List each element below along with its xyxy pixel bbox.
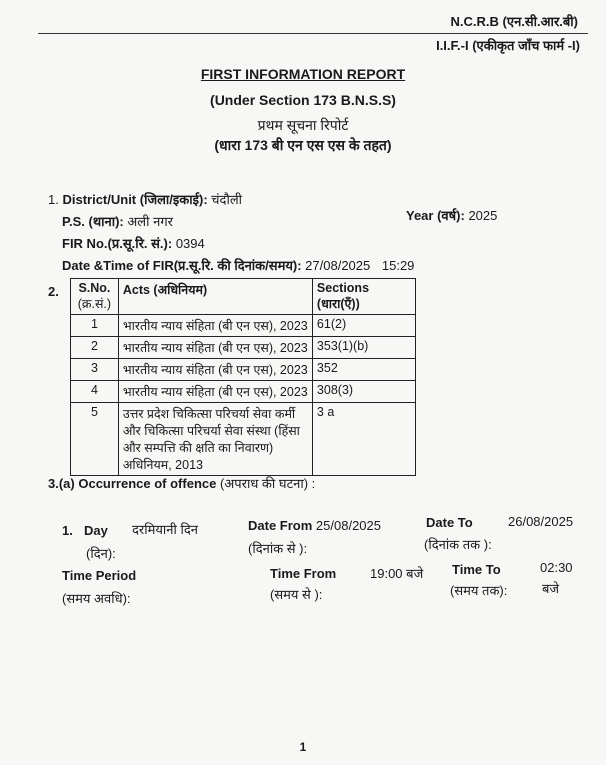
row-act: भारतीय न्याय संहिता (बी एन एस), 2023 — [118, 315, 312, 337]
row-section: 61(2) — [312, 315, 415, 337]
row-section: 3 a — [312, 403, 415, 476]
ps-value: अली नगर — [127, 214, 173, 229]
ncrb-label: N.C.R.B (एन.सी.आर.बी) — [450, 14, 578, 29]
date-from-hindi: (दिनांक से ): — [248, 541, 308, 556]
row-act: भारतीय न्याय संहिता (बी एन एस), 2023 — [118, 337, 312, 359]
col-sections: Sections (धारा(एँ)) — [312, 279, 415, 315]
time-to-unit: बजे — [542, 581, 560, 596]
row-section: 353(1)(b) — [312, 337, 415, 359]
row-act: उत्तर प्रदेश चिकित्सा परिचर्या सेवा कर्मी और चिकित्सा परिचर्या सेवा संस्था (हिंसा और सम्पत्ति की क्षति का निवारण) अधिनियम, 2013 — [118, 403, 312, 476]
year-line — [406, 206, 497, 224]
row-sno: 5 — [71, 403, 119, 476]
row-sno: 4 — [71, 381, 119, 403]
time-period-hindi: (समय अवधि): — [62, 591, 131, 606]
row-act: भारतीय न्याय संहिता (बी एन एस), 2023 — [118, 381, 312, 403]
report-subtitle: (Under Section 173 B.N.S.S) — [210, 92, 396, 108]
date-to-hindi: (दिनांक तक ): — [424, 537, 492, 552]
row-sno: 3 — [71, 359, 119, 381]
page-number: 1 — [299, 740, 307, 754]
report-title-hindi: प्रथम सूचना रिपोर्ट — [257, 117, 349, 133]
time-from-label: Time From — [270, 566, 337, 581]
row-section: 352 — [312, 359, 415, 381]
time-from-hindi: (समय से ): — [270, 587, 323, 602]
table-row — [71, 359, 416, 381]
time-to-value: 02:30 — [540, 560, 573, 575]
ps-label: P.S. (थाना): — [62, 214, 124, 229]
row-section: 308(3) — [312, 381, 415, 403]
col-acts: Acts (अधिनियम) — [118, 279, 312, 315]
fir-time-value: 15:29 — [381, 258, 415, 273]
header-rule — [38, 33, 588, 34]
table-row — [71, 381, 416, 403]
ps-line — [62, 212, 173, 230]
row-sno: 1 — [71, 315, 119, 337]
row-sno: 2 — [71, 337, 119, 359]
acts-table-header — [71, 279, 416, 315]
fir-label: FIR No.(प्र.सू.रि. सं.): — [62, 236, 173, 251]
fir-value: 0394 — [175, 236, 205, 251]
section-2-number: 2. — [48, 284, 59, 299]
year-label: Year (वर्ष): — [406, 208, 465, 223]
district-label: District/Unit (जिला/इकाई): — [62, 192, 208, 207]
occurrence-label: Occurrence of offence — [78, 476, 217, 491]
report-title: FIRST INFORMATION REPORT — [200, 66, 406, 82]
time-period-label: Time Period — [62, 568, 137, 583]
date-from-label: Date From — [248, 518, 313, 533]
day-value: दरमियानी दिन — [132, 522, 198, 537]
district-value: चंदौली — [211, 192, 243, 207]
occurrence-label-hindi: (अपराध की घटना) : — [219, 476, 316, 491]
col-sno: S.No. (क्र.सं.) — [71, 279, 119, 315]
report-subtitle-hindi: (धारा 173 बी एन एस एस के तहत) — [214, 137, 392, 153]
section-3-number: 3.(a) — [48, 476, 75, 491]
table-row — [71, 403, 416, 476]
fir-date-value: 27/08/2025 — [305, 258, 371, 273]
time-to-hindi: (समय तक): — [450, 583, 508, 598]
section-1 — [48, 190, 242, 208]
day-label: Day — [84, 523, 108, 538]
fir-datetime-line — [62, 256, 414, 274]
day-label-hindi: (दिन): — [86, 546, 116, 561]
row-act: भारतीय न्याय संहिता (बी एन एस), 2023 — [118, 359, 312, 381]
occurrence-item-number: 1. — [62, 523, 73, 538]
date-from-value: 25/08/2025 — [315, 518, 381, 533]
date-from-line — [248, 518, 381, 533]
time-to-label: Time To — [452, 562, 501, 577]
section-3 — [48, 474, 315, 492]
date-to-label: Date To — [426, 515, 473, 530]
iif-label: I.I.F.-I (एकीकृत जाँच फार्म -I) — [436, 38, 580, 53]
section-1-number: 1. — [48, 192, 59, 207]
table-row — [71, 315, 416, 337]
acts-table — [70, 278, 416, 476]
fir-line — [62, 234, 205, 252]
time-from-value: 19:00 बजे — [370, 566, 424, 581]
fir-datetime-label: Date &Time of FIR(प्र.सू.रि. की दिनांक/समय): — [62, 258, 302, 273]
year-value: 2025 — [468, 208, 498, 223]
date-to-value: 26/08/2025 — [508, 514, 574, 529]
table-row — [71, 337, 416, 359]
